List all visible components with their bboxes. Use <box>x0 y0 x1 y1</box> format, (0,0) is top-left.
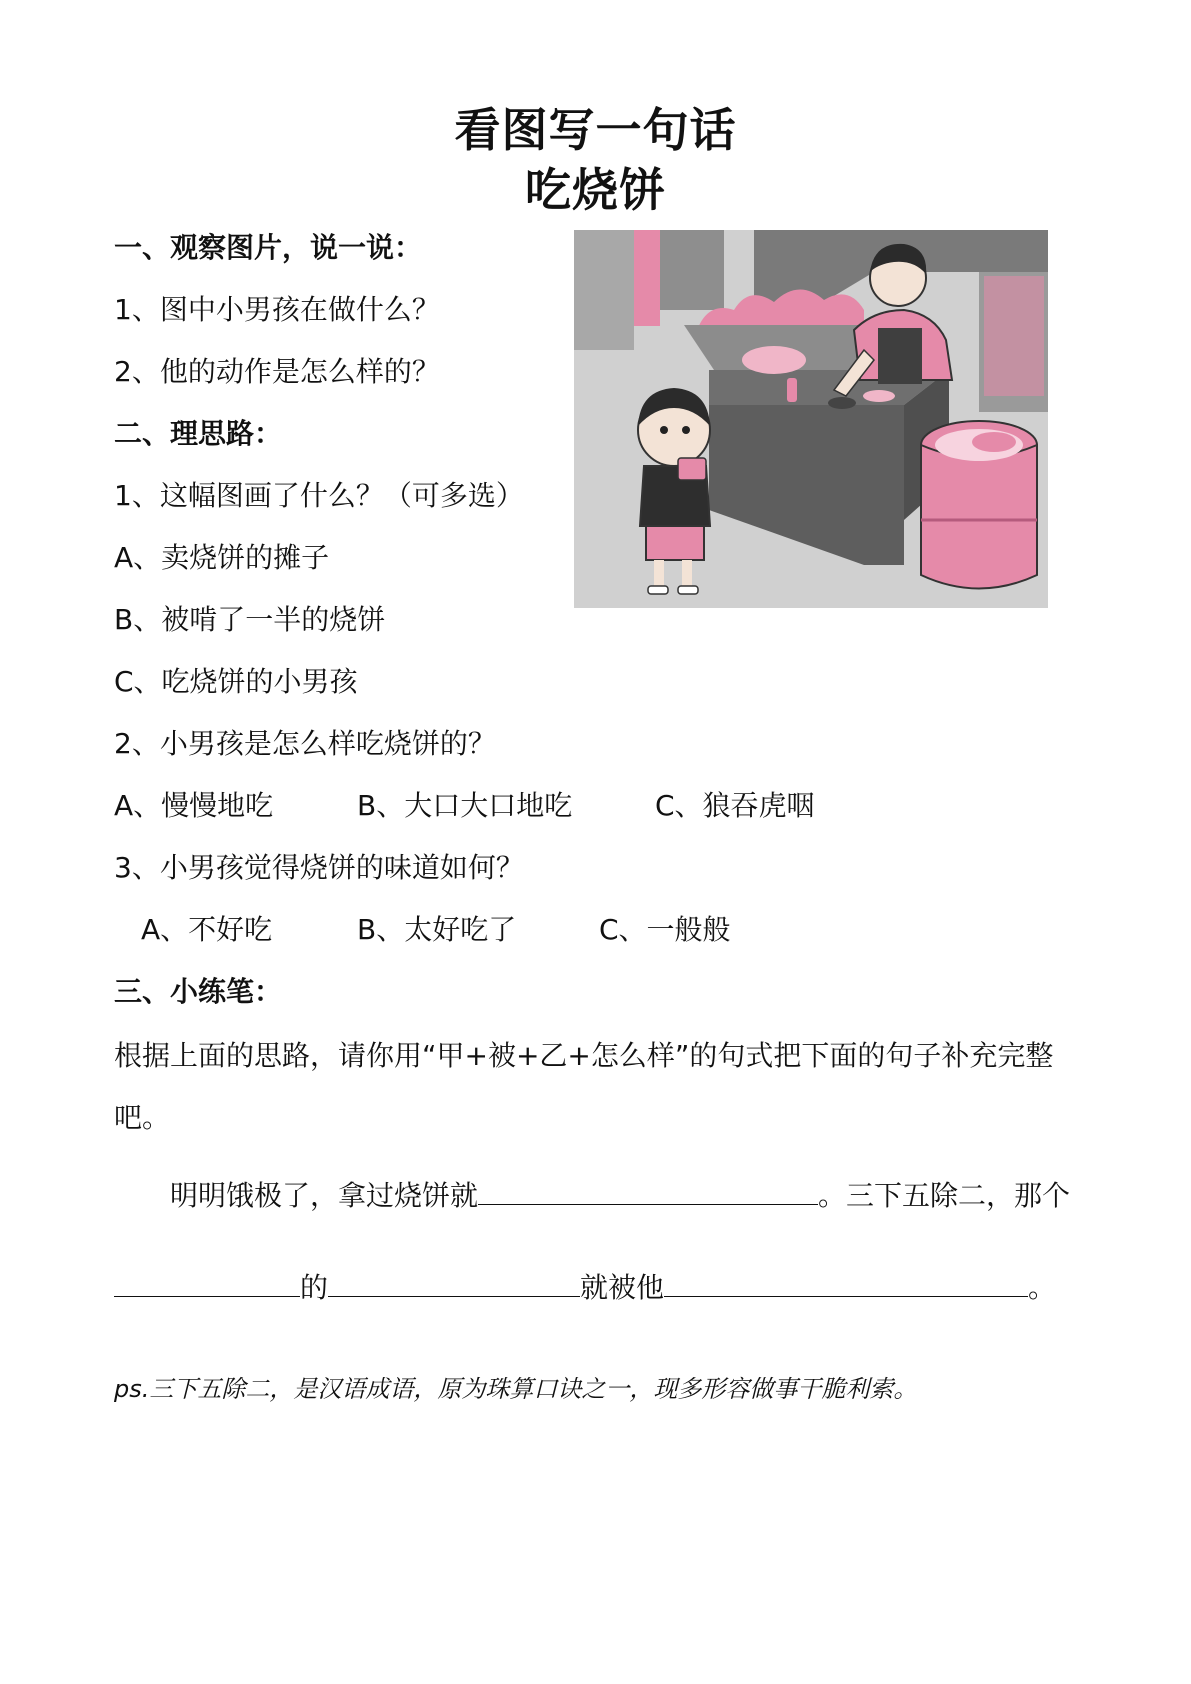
q2-option-b: B、大口大口地吃 <box>357 789 573 822</box>
answer-blank-1[interactable] <box>478 1176 818 1205</box>
q1-option-b: B、被啃了一半的烧饼 <box>114 603 386 636</box>
section1-heading: 一、观察图片，说一说： <box>114 231 423 264</box>
q1-option-c: C、吃烧饼的小男孩 <box>114 665 358 698</box>
q2-option-a: A、慢慢地吃 <box>114 789 274 822</box>
fill-sentence-line-1 <box>170 1176 1070 1216</box>
instruction-line-2: 吧。 <box>114 1101 171 1134</box>
q3-option-b: B、太好吃了 <box>357 913 517 946</box>
instruction-line-1: 根据上面的思路，请你用“甲+被+乙+怎么样”的句式把下面的句子补充完整 <box>114 1039 1054 1072</box>
answer-blank-3[interactable] <box>328 1268 580 1297</box>
q1-option-a: A、卖烧饼的摊子 <box>114 541 330 574</box>
page-title: 看图写一句话 <box>454 103 737 157</box>
q3-option-c: C、一般般 <box>599 913 731 946</box>
section2-question-2: 2、小男孩是怎么样吃烧饼的？ <box>114 727 496 760</box>
q2-option-c: C、狼吞虎咽 <box>655 789 815 822</box>
fill-sentence-line-2 <box>114 1268 1056 1308</box>
sentence-text-4: 就被他 <box>580 1271 665 1304</box>
section2-question-1: 1、这幅图画了什么？（可多选） <box>114 479 524 512</box>
section2-heading: 二、理思路： <box>114 417 283 450</box>
q3-option-a: A、不好吃 <box>141 913 273 946</box>
boy-eating-shaobing-illustration <box>574 230 1048 608</box>
sentence-text-5: 。 <box>1028 1271 1057 1304</box>
answer-blank-2[interactable] <box>114 1268 300 1297</box>
section1-question-2: 2、他的动作是怎么样的？ <box>114 355 440 388</box>
footnote: ps.三下五除二，是汉语成语，原为珠算口诀之一，现多形容做事干脆利索。 <box>114 1375 918 1403</box>
page-subtitle: 吃烧饼 <box>525 163 666 217</box>
sentence-text-1: 明明饿极了，拿过烧饼就 <box>170 1179 479 1212</box>
answer-blank-4[interactable] <box>664 1268 1028 1297</box>
section1-question-1: 1、图中小男孩在做什么？ <box>114 293 440 326</box>
sentence-text-3: 的 <box>300 1271 329 1304</box>
section3-heading: 三、小练笔： <box>114 975 283 1008</box>
sentence-text-2: 。三下五除二，那个 <box>818 1179 1071 1212</box>
section2-question-3: 3、小男孩觉得烧饼的味道如何？ <box>114 851 524 884</box>
